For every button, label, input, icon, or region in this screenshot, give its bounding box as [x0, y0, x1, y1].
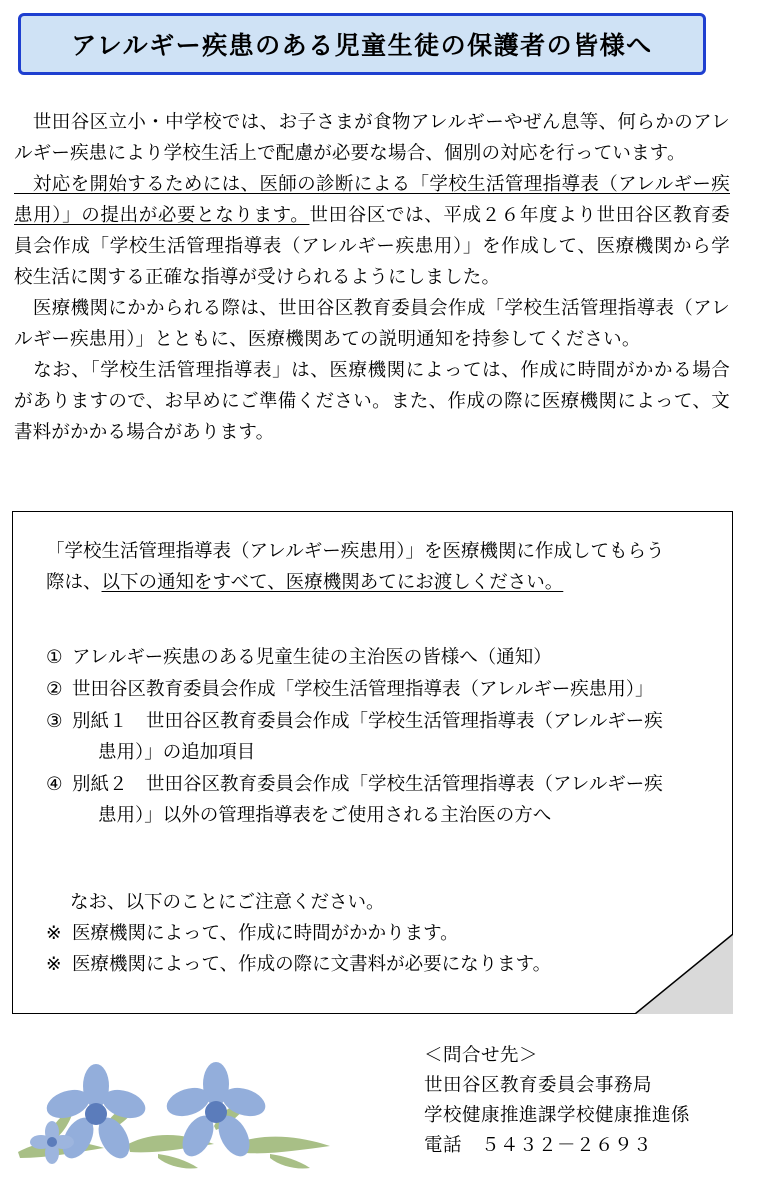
list-item: [46, 641, 703, 672]
notice-note-row: [46, 917, 703, 948]
notice-tail-lead: なお、以下のことにご注意ください。: [70, 891, 385, 912]
list-item: [46, 705, 703, 767]
notice-box: [12, 511, 733, 1014]
list-item-line-1: アレルギー疾患のある児童生徒の主治医の皆様へ（通知）: [72, 646, 552, 667]
paragraph-2: [14, 168, 730, 292]
list-marker-4: ④: [46, 773, 63, 794]
paragraph-3: 医療機関にかかられる際は、世田谷区教育委員会作成「学校生活管理指導表（アレルギー疾患用）」とともに、医療機関あての説明通知を持参してください。: [14, 297, 730, 349]
notice-lead: [46, 535, 703, 597]
list-item-text-1: [72, 641, 703, 672]
paragraph-1: 世田谷区立小・中学校では、お子さまが食物アレルギーやぜん息等、何らかのアレルギー疾患により学校生活上で配慮が必要な場合、個別の対応を行っています。: [14, 111, 730, 163]
body-text-block: [14, 106, 730, 447]
contact-heading: ＜問合せ先＞: [424, 1044, 539, 1065]
paragraph-4: なお、「学校生活管理指導表」は、医療機関によっては、作成に時間がかかる場合がありますので、お早めにご準備ください。また、作成の際に医療機関によって、文書料がかかる場合があります。: [14, 359, 730, 442]
list-item-line-3: 別紙１ 世田谷区教育委員会作成「学校生活管理指導表（アレルギー疾: [72, 710, 663, 731]
note-marker-2: ※: [46, 953, 62, 974]
contact-line-2: 学校健康推進課学校健康推進係: [424, 1104, 691, 1125]
list-item-line-3-cont: 患用）」の追加項目: [98, 741, 256, 762]
contact-line-1: 世田谷区教育委員会事務局: [424, 1074, 653, 1095]
note-marker-1: ※: [46, 922, 62, 943]
list-marker-1: ①: [46, 646, 63, 667]
notice-item-list: [46, 641, 703, 830]
contact-phone: 電話 ５４３２－２６９３: [424, 1134, 653, 1155]
title-banner: [18, 13, 706, 75]
list-item-line-4-cont: 患用）」以外の管理指導表をご使用される主治医の方へ: [98, 804, 552, 825]
note-text-1: 医療機関によって、作成に時間がかかります。: [72, 922, 459, 943]
list-item-text-4: [72, 768, 703, 830]
list-item-line-2: 世田谷区教育委員会作成「学校生活管理指導表（アレルギー疾患用）」: [72, 678, 654, 699]
list-item: [46, 673, 703, 704]
notice-lead-line2-prefix: 際は、: [46, 571, 102, 592]
list-item: [46, 768, 703, 830]
paragraph-2-rest: 世田谷区では、平成２６年度より世田谷区教育委員会作成「学校生活管理指導表（アレルギー疾患用）」を作成して、医療機関から学校生活に関する正確な指導が受けられるようにしました。: [14, 204, 730, 287]
list-marker-3: ③: [46, 710, 63, 731]
notice-content: [12, 511, 733, 979]
paragraph-2-underlined: 対応を開始するためには、医師の診断による「学校生活管理指導表（アレルギー疾患用）」の提出が必要となります。: [14, 173, 730, 225]
page-title: アレルギー疾患のある児童生徒の保護者の皆様へ: [71, 32, 653, 60]
list-item-text-3: [72, 705, 703, 767]
list-item-text-2: [72, 673, 703, 704]
contact-block: [424, 1040, 744, 1160]
flower-decoration-icon: [8, 1048, 368, 1183]
notice-tail: [46, 886, 703, 979]
notice-lead-line1: 「学校生活管理指導表（アレルギー疾患用）」を医療機関に作成してもらう: [46, 540, 665, 561]
list-marker-2: ②: [46, 678, 63, 699]
notice-lead-line2-underlined: 以下の通知をすべて、医療機関あてにお渡しください。: [101, 571, 564, 592]
list-item-line-4: 別紙２ 世田谷区教育委員会作成「学校生活管理指導表（アレルギー疾: [72, 773, 663, 794]
notice-note-row: [46, 948, 703, 979]
note-text-2: 医療機関によって、作成の際に文書料が必要になります。: [72, 953, 552, 974]
